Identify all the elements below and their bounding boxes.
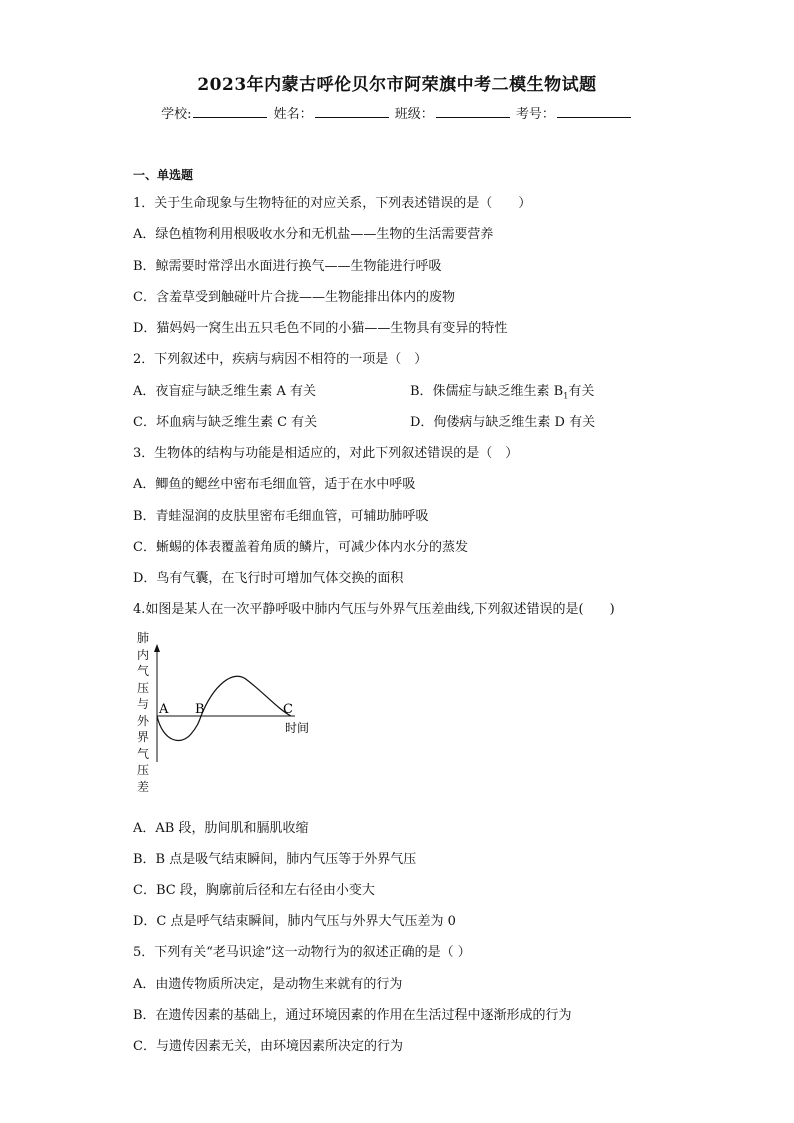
option: B．鲸需要时常浮出水面进行换气——生物能进行呼吸	[133, 259, 442, 274]
y-axis-char: 内	[136, 647, 149, 662]
option: D．鸟有气囊，在飞行时可增加气体交换的面积	[133, 571, 404, 586]
option: C．蜥蜴的体表覆盖着角质的鳞片，可减少体内水分的蒸发	[133, 540, 468, 555]
y-axis-char: 与	[136, 697, 149, 711]
point-a-label: A	[159, 702, 169, 717]
y-axis-char: 差	[136, 779, 149, 794]
y-axis-char: 气	[136, 746, 149, 761]
option-b-tail: 有关	[568, 384, 595, 399]
option: D．C 点是呼气结束瞬间，肺内气压与外界大气压差为 0	[133, 914, 456, 929]
question-stem: 3．生物体的结构与功能是相适应的，对此下列叙述错误的是（ ）	[133, 446, 519, 461]
exam-no-blank[interactable]	[557, 105, 631, 118]
point-c-label: C	[283, 702, 293, 717]
pressure-curve	[157, 676, 291, 740]
option: B．B 点是吸气结束瞬间，肺内气压等于外界气压	[133, 852, 417, 867]
y-axis-char: 气	[136, 664, 149, 678]
option-b-text: B．侏儒症与缺乏维生素 B	[410, 384, 564, 399]
exam-no-label: 考号：	[515, 107, 555, 122]
y-axis-char: 压	[136, 680, 149, 695]
question-stem: 5．下列有关“老马识途”这一动物行为的叙述正确的是（ ）	[133, 945, 471, 960]
question-stem: 2．下列叙述中，疾病与病因不相符的一项是（ ）	[133, 352, 428, 367]
pressure-curve-figure	[133, 630, 333, 805]
y-axis-arrow	[154, 644, 160, 652]
option: A．绿色植物利用根吸收水分和无机盐——生物的生活需要营养	[133, 227, 494, 242]
question-stem: 1．关于生命现象与生物特征的对应关系，下列表述错误的是（ ）	[133, 196, 532, 211]
class-blank[interactable]	[436, 105, 510, 118]
option: A．夜盲症与缺乏维生素 A 有关	[133, 384, 317, 399]
option: A．由遗传物质所决定，是动物生来就有的行为	[133, 977, 403, 992]
name-label: 姓名：	[273, 107, 313, 122]
y-axis-char: 外	[136, 713, 149, 728]
exam-title: 2023年内蒙古呼伦贝尔市阿荣旗中考二模生物试题	[197, 75, 597, 95]
section-heading: 一、单选题	[133, 168, 194, 182]
option: C．坏血病与缺乏维生素 C 有关	[133, 415, 318, 430]
class-label: 班级：	[394, 107, 434, 122]
student-info-row	[0, 103, 794, 122]
school-blank[interactable]	[193, 105, 267, 118]
option: D．佝偻病与缺乏维生素 D 有关	[410, 415, 596, 430]
school-label: 学校:	[161, 107, 192, 122]
name-blank[interactable]	[315, 105, 389, 118]
option: A．鲫鱼的鳃丝中密布毛细血管，适于在水中呼吸	[133, 477, 416, 492]
y-axis-char: 肺	[136, 631, 149, 645]
option: C．BC 段，胸廓前后径和左右径由小变大	[133, 883, 375, 898]
option: D．猫妈妈一窝生出五只毛色不同的小猫——生物具有变异的特性	[133, 321, 508, 336]
option: B．青蛙湿润的皮肤里密布毛细血管，可辅助肺呼吸	[133, 509, 429, 524]
option-b	[410, 380, 594, 401]
x-axis-label: 时间	[285, 721, 310, 735]
option: B．在遗传因素的基础上，通过环境因素的作用在生活过程中逐渐形成的行为	[133, 1008, 572, 1023]
subscript: 1	[563, 391, 569, 401]
option: C．与遗传因素无关，由环境因素所决定的行为	[133, 1039, 403, 1054]
point-b-label: B	[195, 702, 205, 717]
question-stem: 4.如图是某人在一次平静呼吸中肺内气压与外界气压差曲线,下列叙述错误的是( )	[133, 602, 615, 617]
option: A．AB 段，肋间肌和膈肌收缩	[133, 821, 309, 836]
y-axis-char: 界	[136, 730, 149, 744]
option: C．含羞草受到触碰叶片合拢——生物能排出体内的废物	[133, 290, 455, 305]
y-axis-char: 压	[136, 763, 149, 777]
